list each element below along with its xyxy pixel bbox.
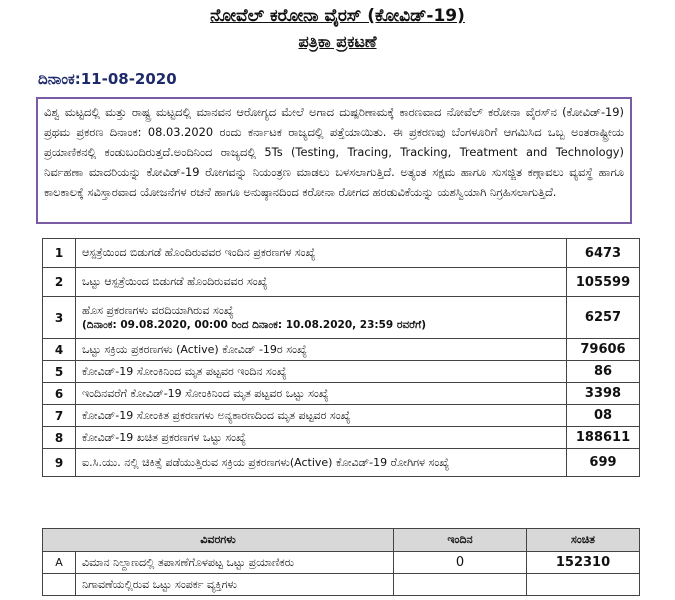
row-label: ಐ.ಸಿ.ಯು. ನಲ್ಲಿ ಚಿಕಿತ್ಸೆ ಪಡೆಯುತ್ತಿರುವ ಸಕ್ರಿಯ ಪ್ರಕರಣಗಳು(Active) ಕೋವಿಡ್-19 ರೋಗಿಗಳ ಸಂಖ್ಯೆ bbox=[76, 449, 567, 477]
document-subtitle: ಪತ್ರಿಕಾ ಪ್ರಕಟಣೆ bbox=[298, 32, 377, 51]
row-value: 699 bbox=[567, 449, 640, 477]
table-row bbox=[43, 449, 640, 477]
table-row bbox=[43, 574, 640, 596]
row-value: 105599 bbox=[567, 268, 640, 297]
row-label-date-range: (ದಿನಾಂಕ: 09.08.2020, 00:00 ರಿಂದ ದಿನಾಂಕ: 10.08.2020, 23:59 ರವರೆಗೆ) bbox=[82, 318, 427, 331]
intro-paragraph: ವಿಶ್ವ ಮಟ್ಟದಲ್ಲಿ ಮತ್ತು ರಾಷ್ಟ್ರ ಮಟ್ಟದಲ್ಲಿ ಮಾನವನ ಆರೋಗ್ಯದ ಮೇಲೆ ಅಗಾದ ದುಷ್ಪರಿಣಾಮಕ್ಕೆ ಕಾರಣವಾದ ನೋವೆಲ್ ಕರೋನಾ ವೈರಸ್‌ನ (ಕೋವಿಡ್-19) ಪ್ರಥಮ ಪ್ರಕರಣ ದಿನಾಂಕ: 08.03.2020 ರಂದು ಕರ್ನಾಟಕ ರಾಜ್ಯದಲ್ಲಿ ಪತ್ತೆಯಾಯಿತು. ಈ ಪ್ರಕರಣವು ಬೆಂಗಳೂರಿಗೆ ಆಗಮಿಸಿದ ಒಬ್ಬ ಅಂತರಾಷ್ಟ್ರೀಯ ಪ್ರಯಾಣಿಕನಲ್ಲಿ ಕಂಡುಬಂದಿರುತ್ತದೆ.ಅಂದಿನಿಂದ ರಾಜ್ಯದಲ್ಲಿ 5Ts (Testing, Tracing, Tracking, Treatment and Technology) ನಿರ್ವಹಣಾ ಮಾದರಿಯನ್ನು ಕೋವಿಡ್-19 ರೋಗವನ್ನು ನಿಯಂತ್ರಣ ಮಾಡಲು ಬಳಸಲಾಗುತ್ತಿದೆ. ಅತ್ಯಂತ ಸಕ್ಷಮ ಹಾಗೂ ಸುಸಜ್ಜಿತ ಕಣ್ಗಾವಲು ವ್ಯವಸ್ಥೆ ಹಾಗೂ ಕಾಲಕಾಲಕ್ಕೆ ಸವಿಸ್ತಾರವಾದ ಯೋಜನೆಗಳ ರಚನೆ ಹಾಗೂ ಅನುಷ್ಠಾನದಿಂದ ಕರೋನಾ ರೋಗದ ಹರಡುವಿಕೆಯನ್ನು ಯಶಸ್ವಿಯಾಗಿ ನಿಗ್ರಹಿಸಲಾಗುತ್ತಿದೆ. bbox=[36, 97, 632, 224]
header-cumulative: ಸಂಚಿತ bbox=[527, 529, 640, 552]
row-value: 08 bbox=[567, 405, 640, 427]
summary-table bbox=[42, 238, 640, 477]
table-row bbox=[43, 297, 640, 339]
row-today bbox=[394, 574, 527, 596]
row-label: ನಿಗಾವಣೆಯಲ್ಲಿರುವ ಒಟ್ಟು ಸಂಪರ್ಕ ವ್ಯಕ್ತಿಗಳು bbox=[76, 574, 394, 596]
row-label: ಆಸ್ಪತ್ರೆಯಿಂದ ಬಿಡುಗಡೆ ಹೊಂದಿರುವವರ ಇಂದಿನ ಪ್ರಕರಣಗಳ ಸಂಖ್ಯೆ bbox=[76, 239, 567, 268]
header-details: ವಿವರಗಳು bbox=[43, 529, 394, 552]
table-header-row bbox=[43, 529, 640, 552]
table-row bbox=[43, 427, 640, 449]
row-letter: A bbox=[43, 552, 76, 574]
row-cumulative bbox=[527, 574, 640, 596]
row-value: 3398 bbox=[567, 383, 640, 405]
table-row bbox=[43, 405, 640, 427]
row-label: ಒಟ್ಟು ಆಸ್ಪತ್ರೆಯಿಂದ ಬಿಡುಗಡೆ ಹೊಂದಿರುವವರ ಸಂಖ್ಯೆ bbox=[76, 268, 567, 297]
header-today: ಇಂದಿನ bbox=[394, 529, 527, 552]
row-value: 79606 bbox=[567, 339, 640, 361]
document-date: ದಿನಾಂಕ:11-08-2020 bbox=[38, 70, 177, 88]
row-number: 6 bbox=[43, 383, 76, 405]
row-letter bbox=[43, 574, 76, 596]
row-label: ಕೋವಿಡ್-19 ಖಚಿತ ಪ್ರಕರಣಗಳ ಒಟ್ಟು ಸಂಖ್ಯೆ bbox=[76, 427, 567, 449]
table-row bbox=[43, 239, 640, 268]
row-number: 7 bbox=[43, 405, 76, 427]
table-row bbox=[43, 383, 640, 405]
details-table bbox=[42, 528, 640, 596]
row-value: 86 bbox=[567, 361, 640, 383]
table-row bbox=[43, 339, 640, 361]
row-label: ಇಂದಿನವರೆಗೆ ಕೋವಿಡ್-19 ಸೋಂಕಿನಿಂದ ಮೃತ ಪಟ್ಟವರ ಒಟ್ಟು ಸಂಖ್ಯೆ bbox=[76, 383, 567, 405]
row-label-main: ಹೊಸ ಪ್ರಕರಣಗಳು ವರದಿಯಾಗಿರುವ ಸಂಖ್ಯೆ bbox=[82, 303, 234, 317]
row-label bbox=[76, 297, 567, 339]
row-number: 4 bbox=[43, 339, 76, 361]
row-cumulative: 152310 bbox=[527, 552, 640, 574]
row-value: 6473 bbox=[567, 239, 640, 268]
row-number: 8 bbox=[43, 427, 76, 449]
table-row bbox=[43, 552, 640, 574]
row-number: 2 bbox=[43, 268, 76, 297]
row-label: ವಿಮಾನ ನಿಲ್ದಾಣದಲ್ಲಿ ತಪಾಸಣೆಗೊಳಪಟ್ಟ ಒಟ್ಟು ಪ್ರಯಾಣಿಕರು bbox=[76, 552, 394, 574]
table-row bbox=[43, 361, 640, 383]
document-title: ನೋವೆಲ್ ಕರೋನಾ ವೈರಸ್ (ಕೋವಿಡ್-19) bbox=[210, 6, 465, 26]
row-value: 6257 bbox=[567, 297, 640, 339]
row-label: ಕೋವಿಡ್-19 ಸೋಂಕಿನಿಂದ ಮೃತ ಪಟ್ಟವರ ಇಂದಿನ ಸಂಖ್ಯೆ bbox=[76, 361, 567, 383]
row-number: 5 bbox=[43, 361, 76, 383]
row-label: ಕೋವಿಡ್-19 ಸೋಂಕಿತ ಪ್ರಕರಣಗಳು ಅನ್ಯಕಾರಣದಿಂದ ಮೃತ ಪಟ್ಟವರ ಸಂಖ್ಯೆ bbox=[76, 405, 567, 427]
row-value: 188611 bbox=[567, 427, 640, 449]
table-row bbox=[43, 268, 640, 297]
row-number: 3 bbox=[43, 297, 76, 339]
row-label: ಒಟ್ಟು ಸಕ್ರಿಯ ಪ್ರಕರಣಗಳು (Active) ಕೋವಿಡ್ -19ರ ಸಂಖ್ಯೆ bbox=[76, 339, 567, 361]
row-today: 0 bbox=[394, 552, 527, 574]
row-number: 9 bbox=[43, 449, 76, 477]
row-number: 1 bbox=[43, 239, 76, 268]
